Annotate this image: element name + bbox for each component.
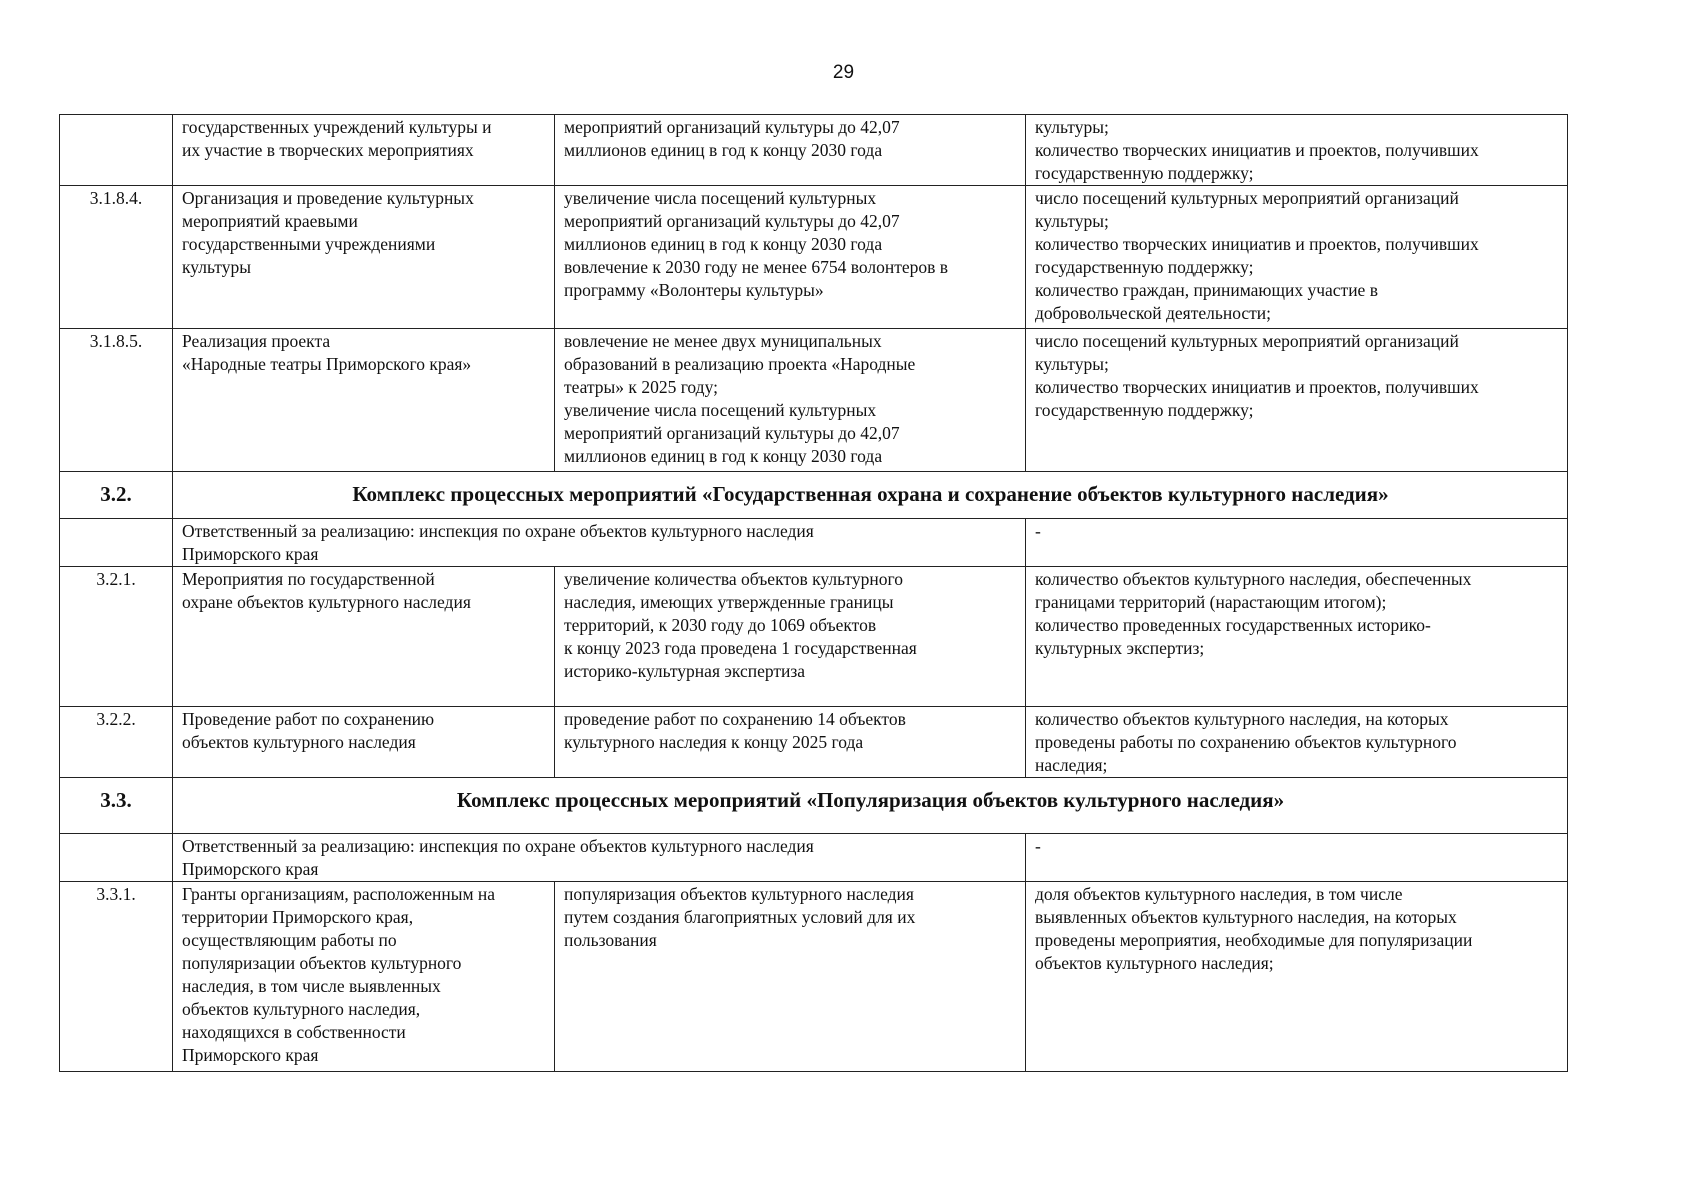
- responsible-value: -: [1026, 834, 1568, 882]
- measure-name-cell: Реализация проекта «Народные театры Приморского края»: [173, 329, 555, 472]
- measure-name-cell: Организация и проведение культурных мероприятий краевыми государственными учреждениями культуры: [173, 186, 555, 329]
- indicator-cell: число посещений культурных мероприятий организаций культуры; количество творческих инициатив и проектов, получивших государственную поддержку; количество граждан, принимающих участие в добровольческой деятельности;: [1026, 186, 1568, 329]
- indicator-cell: культуры; количество творческих инициатив и проектов, получивших государственную поддержку;: [1026, 115, 1568, 186]
- table-row: [60, 115, 1568, 186]
- page-number: 29: [832, 62, 855, 83]
- task-cell: увеличение количества объектов культурного наследия, имеющих утвержденные границы территорий, к 2030 году до 1069 объектов к концу 2023 года проведена 1 государственная историко-культурная экспертиза: [555, 567, 1026, 707]
- row-number: 3.1.8.5.: [60, 329, 173, 472]
- section-title: Комплекс процессных мероприятий «Государственная охрана и сохранение объектов культурного наследия»: [173, 472, 1568, 519]
- task-cell: мероприятий организаций культуры до 42,07 миллионов единиц в год к концу 2030 года: [555, 115, 1026, 186]
- row-number: [60, 115, 173, 186]
- task-cell: популяризация объектов культурного наследия путем создания благоприятных условий для их пользования: [555, 882, 1026, 1072]
- table-row: [60, 567, 1568, 707]
- row-number: 3.2.1.: [60, 567, 173, 707]
- indicator-cell: число посещений культурных мероприятий организаций культуры; количество творческих инициатив и проектов, получивших государственную поддержку;: [1026, 329, 1568, 472]
- table-row: [60, 186, 1568, 329]
- measures-table: [59, 114, 1568, 1072]
- section-number: 3.3.: [60, 778, 173, 834]
- empty-cell: [60, 834, 173, 882]
- task-cell: вовлечение не менее двух муниципальных образований в реализацию проекта «Народные театры» к 2025 году; увеличение числа посещений культурных мероприятий организаций культуры до 42,07 миллионов единиц в год к концу 2030 года: [555, 329, 1026, 472]
- measure-name-cell: Проведение работ по сохранению объектов культурного наследия: [173, 707, 555, 778]
- indicator-cell: количество объектов культурного наследия, на которых проведены работы по сохранению объектов культурного наследия;: [1026, 707, 1568, 778]
- indicator-cell: количество объектов культурного наследия, обеспеченных границами территорий (нарастающим итогом); количество проведенных государственных историко- культурных экспертиз;: [1026, 567, 1568, 707]
- row-number: 3.2.2.: [60, 707, 173, 778]
- task-cell: увеличение числа посещений культурных мероприятий организаций культуры до 42,07 миллионов единиц в год к концу 2030 года вовлечение к 2030 году не менее 6754 волонтеров в программу «Волонтеры культуры»: [555, 186, 1026, 329]
- empty-cell: [60, 519, 173, 567]
- responsible-cell: Ответственный за реализацию: инспекция по охране объектов культурного наследия Приморского края: [173, 834, 1026, 882]
- section-title: Комплекс процессных мероприятий «Популяризация объектов культурного наследия»: [173, 778, 1568, 834]
- responsible-value: -: [1026, 519, 1568, 567]
- responsible-row: [60, 519, 1568, 567]
- row-number: 3.1.8.4.: [60, 186, 173, 329]
- section-header-row: [60, 778, 1568, 834]
- measure-name-cell: Гранты организациям, расположенным на территории Приморского края, осуществляющим работы по популяризации объектов культурного наследия, в том числе выявленных объектов культурного наследия, находящихся в собственности Приморского края: [173, 882, 555, 1072]
- task-cell: проведение работ по сохранению 14 объектов культурного наследия к концу 2025 года: [555, 707, 1026, 778]
- table-row: [60, 707, 1568, 778]
- section-number: 3.2.: [60, 472, 173, 519]
- section-header-row: [60, 472, 1568, 519]
- measure-name-cell: государственных учреждений культуры и их участие в творческих мероприятиях: [173, 115, 555, 186]
- responsible-row: [60, 834, 1568, 882]
- table-row: [60, 882, 1568, 1072]
- responsible-cell: Ответственный за реализацию: инспекция по охране объектов культурного наследия Приморского края: [173, 519, 1026, 567]
- row-number: 3.3.1.: [60, 882, 173, 1072]
- table-row: [60, 329, 1568, 472]
- indicator-cell: доля объектов культурного наследия, в том числе выявленных объектов культурного наследия, на которых проведены мероприятия, необходимые для популяризации объектов культурного наследия;: [1026, 882, 1568, 1072]
- measure-name-cell: Мероприятия по государственной охране объектов культурного наследия: [173, 567, 555, 707]
